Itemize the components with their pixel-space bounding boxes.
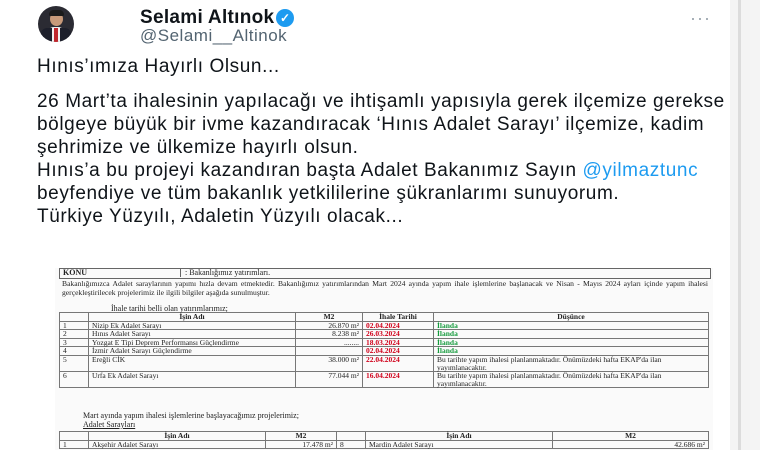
table-row: 1 Nizip Ek Adalet Sarayı 26.870 m² 02.04.2024 İlanda [60,321,709,330]
document-image[interactable] [55,268,713,450]
table-row: 4 İzmir Adalet Sarayı Güçlendirme 02.04.2024 İlanda [60,347,709,356]
user-handle[interactable]: @Selami__Altinok [140,26,288,45]
section2-subtitle: Adalet Sarayları [83,420,136,429]
avatar[interactable] [38,6,74,42]
table-header-row: İşin Adı M2 İhale Tarihi Düşünce [60,313,709,322]
table-header-row: İşin Adı M2 İşin Adı M2 [60,432,709,441]
section2-title: Mart ayında yapım ihalesi işlemlerine başlayacağımız projelerimiz; [83,411,299,420]
tweet-paragraph-2 [37,159,727,205]
tweet-last-line: Türkiye Yüzyılı, Adaletin Yüzyılı olacak... [37,206,404,227]
tweet-text [37,55,727,228]
doc-paragraph: Bakanlığımızca Adalet saraylarının yapımı hızla devam etmektedir. Bakanlığımız yatırımlarından Mart 2024 ayında yapım ihale işlemlerine başlanacak ve Nisan - Mayıs 2024 ayları içinde yapım ihalesi gerçekleştirilecek projelerimiz ile ilgili bilgiler aşağıda sunulmuştur. [62,279,708,297]
table-row: 1 Akşehir Adalet Sarayı 17.478 m² 8 Mardin Adalet Sarayı 42.686 m² [60,440,709,449]
investments-table [59,312,709,388]
more-options-icon[interactable]: ··· [690,8,711,28]
table-row: 3 Yozgat E Tipi Deprem Performansı Güçlendirme ........ 18.03.2024 İlanda [60,338,709,347]
tweet-paragraph-1: 26 Mart’ta ihalesinin yapılacağı ve ihtişamlı yapısıyla gerek ilçemize gerekse bölgeye büyük bir ivme kazandıracak ‘Hınıs Adalet Sarayı’ ilçemize, kadim şehrimize ve ülkemize hayırlı olsun. [37,91,725,158]
mention-link[interactable]: @yilmaztunc [582,160,699,181]
tweet-header [38,6,738,45]
table-row: 5 Ereğli CİK 38.000 m² 22.04.2024 Bu tarihte yapım ihalesi planlanmaktadır. Önümüzdeki hafta EKAP'da ilan yayımlanacaktır. [60,355,709,371]
table-row: 2 Hınıs Adalet Sarayı 8.238 m² 26.03.2024 İlanda [60,330,709,339]
tweet-line-1: Hınıs’ımıza Hayırlı Olsun... [37,56,280,77]
doc-header [59,268,711,279]
table1-title: İhale tarihi belli olan yatırımlarımız; [111,304,228,313]
scroll-strip [730,0,760,450]
scrollbar[interactable] [738,0,741,450]
verified-badge-icon: ✓ [276,9,294,27]
doc-header-key: KONU [63,268,87,277]
march-projects-table [59,431,709,449]
table-row: 6 Urfa Ek Adalet Sarayı 77.044 m² 16.04.2024 Bu tarihte yapım ihalesi planlanmaktadır. Önümüzdeki hafta EKAP'da ilan yayımlanacaktır. [60,372,709,388]
doc-header-value: : Bakanlığımız yatırımları. [180,268,705,277]
tweet-paragraph-2-start: Hınıs’a bu projeyi kazandıran başta Adalet Bakanımız Sayın [37,160,583,181]
display-name[interactable]: Selami Altınok [140,7,275,28]
tweet-paragraph-2-end: beyfendiye ve tüm bakanlık yetkililerine şükranlarımı sunuyorum. [37,183,620,204]
